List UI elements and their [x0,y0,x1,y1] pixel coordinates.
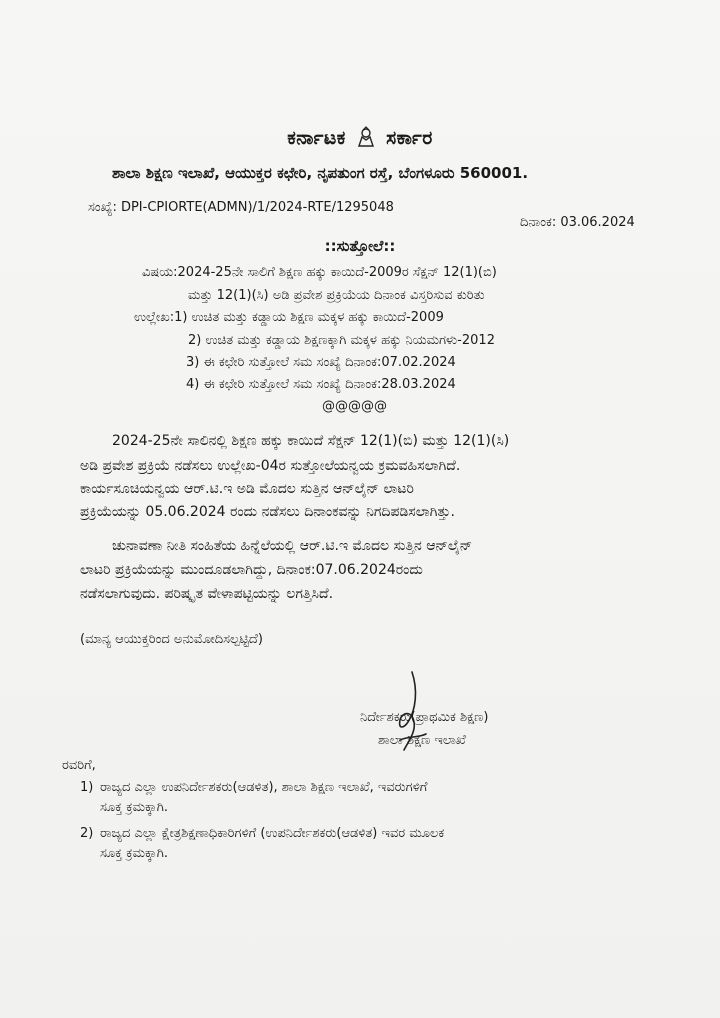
signatory-designation: ನಿರ್ದೇಶಕರು(ಪ್ರಾಥಮಿಕ ಶಿಕ್ಷಣ) [360,710,489,725]
recipient-1-line-1: ರಾಜ್ಯದ ಎಲ್ಲಾ ಉಪನಿರ್ದೇಶಕರು(ಆಡಳಿತ), ಶಾಲಾ ಶಿಕ್ಷಣ ಇಲಾಖೆ, ಇವರುಗಳಿಗೆ [100,780,428,795]
recipient-2-line-1: ರಾಜ್ಯದ ಎಲ್ಲಾ ಕ್ಷೇತ್ರಶಿಕ್ಷಣಾಧಿಕಾರಿಗಳಿಗೆ (ಉಪನಿರ್ದೇಶಕರು(ಆಡಳಿತ) ಇವರ ಮೂಲಕ [100,826,445,841]
subject-line-2: ಮತ್ತು 12(1)(ಸಿ) ಅಡಿ ಪ್ರವೇಶ ಪ್ರಕ್ರಿಯೆಯ ದಿನಾಂಕ ವಿಸ್ತರಿಸುವ ಕುರಿತು [188,288,485,303]
para1-line-3: ಕಾರ್ಯಸೂಚಿಯನ್ವಯ ಆರ್.ಟಿ.ಇ ಅಡಿ ಮೊದಲ ಸುತ್ತಿನ ಆನ್‌ಲೈನ್ ಲಾಟರಿ [80,481,414,497]
reference-item-4: 4) ಈ ಕಛೇರಿ ಸುತ್ತೋಲೆ ಸಮ ಸಂಖ್ಯೆ ದಿನಾಂಕ:28.03.2024 [186,377,456,392]
approval-note: (ಮಾನ್ಯ ಆಯುಕ್ತರಿಂದ ಅನುಮೋದಿಸಲ್ಪಟ್ಟಿದೆ) [80,632,263,647]
para2-line-2: ಲಾಟರಿ ಪ್ರಕ್ರಿಯೆಯನ್ನು ಮುಂದೂಡಲಾಗಿದ್ದು, ದಿನಾಂಕ:07.06.2024ರಂದು [80,562,423,578]
para1-line-4: ಪ್ರಕ್ರಿಯೆಯನ್ನು 05.06.2024 ರಂದು ನಡೆಸಲು ದಿನಾಂಕವನ್ನು ನಿಗದಿಪಡಿಸಲಾಗಿತ್ತು. [80,504,455,520]
title-karnataka: ಕರ್ನಾಟಕ [287,127,346,149]
to-label: ರವರಿಗೆ, [62,758,96,773]
reference-item-3: 3) ಈ ಕಛೇರಿ ಸುತ್ತೋಲೆ ಸಮ ಸಂಖ್ಯೆ ದಿನಾಂಕ:07.02.2024 [186,355,456,370]
government-title [0,126,720,149]
recipient-2-num: 2) [80,826,94,841]
separator-marks: @@@@@ [322,399,387,414]
recipient-1-line-2: ಸೂಕ್ತ ಕ್ರಮಕ್ಕಾಗಿ. [100,800,168,815]
signatory-department: ಶಾಲಾ ಶಿಕ್ಷಣ ಇಲಾಖೆ [378,733,466,748]
circular-heading: ::ಸುತ್ತೋಲೆ:: [324,237,396,255]
reference-item-1: ಉಲ್ಲೇಖ:1) ಉಚಿತ ಮತ್ತು ಕಡ್ಡಾಯ ಶಿಕ್ಷಣ ಮಕ್ಕಳ ಹಕ್ಕು ಕಾಯಿದೆ-2009 [134,310,444,325]
para2-line-1: ಚುನಾವಣಾ ನೀತಿ ಸಂಹಿತೆಯ ಹಿನ್ನೆಲೆಯಲ್ಲಿ ಆರ್.ಟಿ.ಇ ಮೊದಲ ಸುತ್ತಿನ ಆನ್‌ಲೈನ್ [112,538,473,554]
para1-line-2: ಅಡಿ ಪ್ರವೇಶ ಪ್ರಕ್ರಿಯೆ ನಡೆಸಲು ಉಲ್ಲೇಖ-04ರ ಸುತ್ತೋಲೆಯನ್ವಯ ಕ್ರಮವಹಿಸಲಾಗಿದೆ. [80,458,461,474]
office-address: ಶಾಲಾ ಶಿಕ್ಷಣ ಇಲಾಖೆ, ಆಯುಕ್ತರ ಕಛೇರಿ, ನೃಪತುಂಗ ರಸ್ತೆ, ಬೆಂಗಳೂರು 560001. [112,164,529,182]
circular-date: ದಿನಾಂಕ: 03.06.2024 [520,215,635,230]
title-sarkara: ಸರ್ಕಾರ [386,127,433,149]
recipient-1-num: 1) [80,780,94,795]
reference-number: ಸಂಖ್ಯೆ: DPI-CPIORTE(ADMN)/1/2024-RTE/1295048 [88,200,394,215]
subject-line-1: ವಿಷಯ:2024-25ನೇ ಸಾಲಿಗೆ ಶಿಕ್ಷಣ ಹಕ್ಕು ಕಾಯಿದೆ-2009ರ ಸೆಕ್ಷನ್ 12(1)(ಬಿ) [142,265,497,280]
para1-line-1: 2024-25ನೇ ಸಾಲಿನಲ್ಲಿ ಶಿಕ್ಷಣ ಹಕ್ಕು ಕಾಯಿದೆ ಸೆಕ್ಷನ್ 12(1)(ಬಿ) ಮತ್ತು 12(1)(ಸಿ) [112,433,510,449]
recipient-2-line-2: ಸೂಕ್ತ ಕ್ರಮಕ್ಕಾಗಿ. [100,846,168,861]
state-emblem-icon [355,126,377,148]
reference-item-2: 2) ಉಚಿತ ಮತ್ತು ಕಡ್ಡಾಯ ಶಿಕ್ಷಣಕ್ಕಾಗಿ ಮಕ್ಕಳ ಹಕ್ಕು ನಿಯಮಗಳು-2012 [188,333,495,348]
para2-line-3: ನಡೆಸಲಾಗುವುದು. ಪರಿಷ್ಕೃತ ವೇಳಾಪಟ್ಟಿಯನ್ನು ಲಗತ್ತಿಸಿದೆ. [80,586,334,602]
